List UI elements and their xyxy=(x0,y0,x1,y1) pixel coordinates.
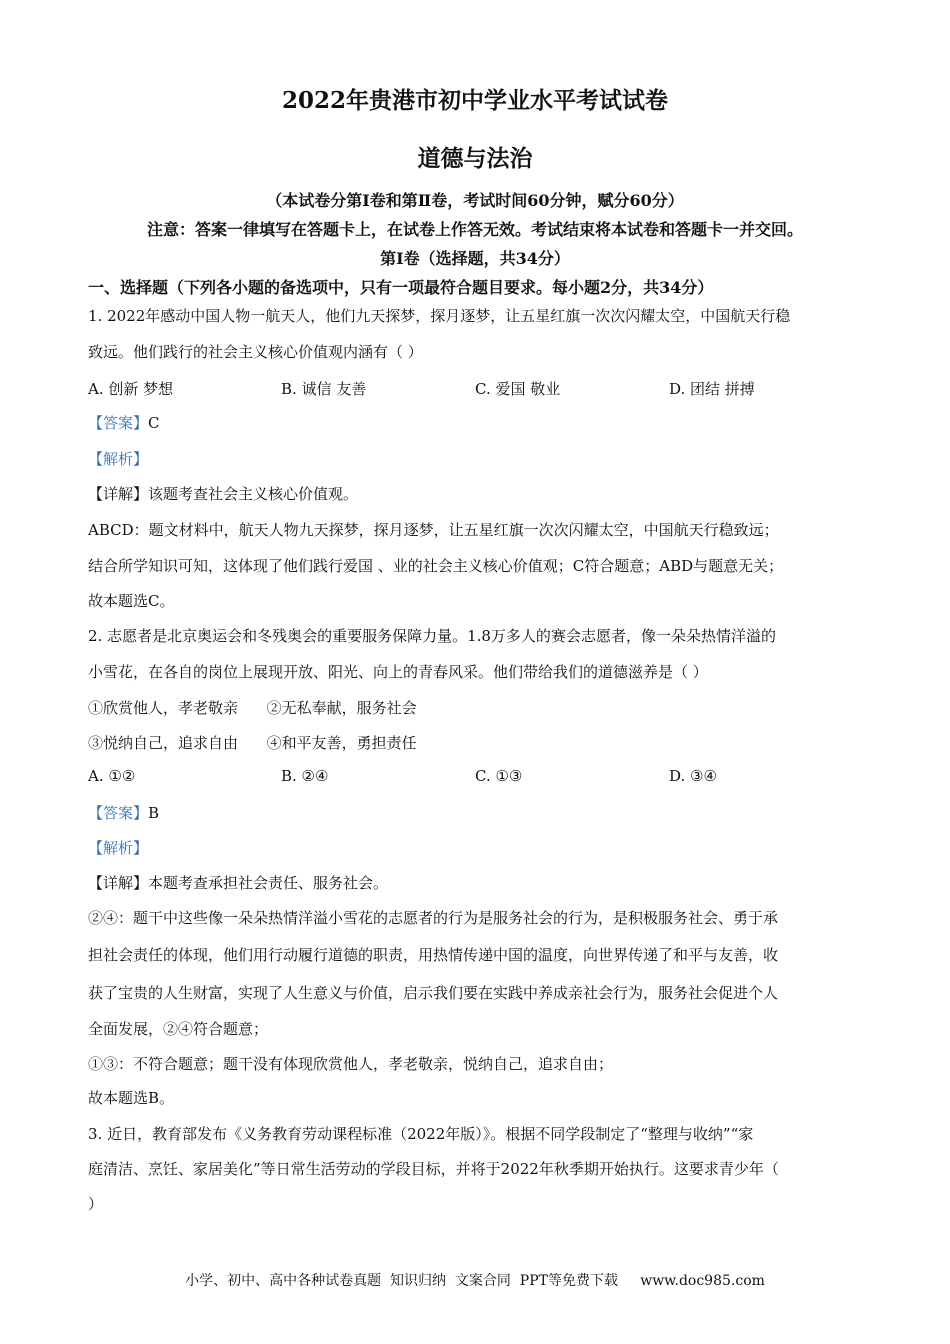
q1-analysis-tag: 【解析】 xyxy=(88,450,149,468)
exam-title: 2022年贵港市初中学业水平考试试卷 xyxy=(281,87,668,114)
q1-option-b: B. 诚信 友善 xyxy=(281,380,367,398)
q2-items-line1: ①欣赏他人，孝老敬亲 ②无私奉献，服务社会 xyxy=(88,699,417,717)
q2-answer: B xyxy=(148,804,160,822)
q1-option-d: D. 团结 拼搏 xyxy=(669,380,755,398)
q3-stem-line2: 庭清洁、烹饪、家居美化”等日常生活劳动的学段目标，并将于2022年秋季期开始执行。这要求青少年（ xyxy=(88,1160,779,1178)
q1-option-a: A. 创新 梦想 xyxy=(88,380,174,398)
q1-stem-line2: 致远。他们践行的社会主义核心价值观内涵有（ ） xyxy=(88,343,423,361)
q1-answer: C xyxy=(148,414,160,432)
exam-notice: 注意：答案一律填写在答题卡上，在试卷上作答无效。考试结束将本试卷和答题卡一并交回。 xyxy=(146,220,803,239)
q1-detail-line xyxy=(88,483,868,504)
q2-detail: 本题考查承担社会责任、服务社会。 xyxy=(148,874,389,892)
q2-answer-line xyxy=(88,802,868,823)
answer-tag: 【答案】 xyxy=(88,414,149,432)
q1-detail: 该题考查社会主义核心价值观。 xyxy=(148,485,359,503)
q2-detail-line xyxy=(88,872,868,893)
q3-stem-line3: ） xyxy=(88,1195,104,1213)
q2-explanation-line6: 故本题选B。 xyxy=(88,1089,175,1107)
q2-explanation-line1: ②④：题干中这些像一朵朵热情洋溢小雪花的志愿者的行为是服务社会的行为，是积极服务社会、勇于承 xyxy=(88,909,779,927)
q2-option-a: A. ①② xyxy=(88,767,136,785)
q2-option-b: B. ②④ xyxy=(281,767,329,785)
detail-tag: 【详解】 xyxy=(88,485,149,503)
q1-explanation-line3: 故本题选C。 xyxy=(88,592,175,610)
q2-stem-line1: 2. 志愿者是北京奥运会和冬残奥会的重要服务保障力量。1.8万多人的赛会志愿者，像一朵朵热情洋溢的 xyxy=(88,627,776,645)
q3-stem-line1: 3. 近日，教育部发布《义务教育劳动课程标准（2022年版）》。根据不同学段制定了“整理与收纳”“家 xyxy=(88,1125,754,1143)
q2-option-d: D. ③④ xyxy=(669,767,717,785)
subject-title: 道德与法治 xyxy=(417,145,533,172)
part1-heading: 第Ⅰ卷（选择题，共34分） xyxy=(380,249,570,268)
section1-heading: 一、选择题（下列各小题的备选项中，只有一项最符合题目要求。每小题2分，共34分） xyxy=(88,278,714,297)
q1-option-c: C. 爱国 敬业 xyxy=(475,380,561,398)
answer-tag: 【答案】 xyxy=(88,804,149,822)
q2-explanation-line5: ①③：不符合题意；题干没有体现欣赏他人，孝老敬亲，悦纳自己，追求自由； xyxy=(88,1055,614,1073)
q2-explanation-line3: 获了宝贵的人生财富，实现了人生意义与价值，启示我们要在实践中养成亲社会行为，服务社会促进个人 xyxy=(88,984,779,1002)
q2-items-line2: ③悦纳自己，追求自由 ④和平友善，勇担责任 xyxy=(88,734,417,752)
q2-explanation-line2: 担社会责任的体现，他们用行动履行道德的职责，用热情传递中国的温度，向世界传递了和平与友善，收 xyxy=(88,946,779,964)
q2-analysis-tag: 【解析】 xyxy=(88,839,149,857)
q1-explanation-line2: 结合所学知识可知，这体现了他们践行爱国 、业的社会主义核心价值观；C符合题意；ABD与题意无关； xyxy=(88,557,784,575)
page-footer: 小学、初中、高中各种试卷真题 知识归纳 文案合同 PPT等免费下载 www.doc985.com xyxy=(185,1273,765,1289)
q1-explanation-line1: ABCD：题文材料中，航天人物九天探梦，探月逐梦，让五星红旗一次次闪耀太空，中国航天行稳致远； xyxy=(88,521,779,539)
q1-stem-line1: 1. 2022年感动中国人物一航天人，他们九天探梦，探月逐梦，让五星红旗一次次闪耀太空，中国航天行稳 xyxy=(88,307,791,325)
q2-option-c: C. ①③ xyxy=(475,767,523,785)
q1-answer-line xyxy=(88,412,868,433)
q2-explanation-line4: 全面发展，②④符合题意； xyxy=(88,1020,269,1038)
detail-tag: 【详解】 xyxy=(88,874,149,892)
q2-stem-line2: 小雪花，在各自的岗位上展现开放、阳光、向上的青春风采。他们带给我们的道德滋养是（ ） xyxy=(88,663,708,681)
exam-info: （本试卷分第Ⅰ卷和第Ⅱ卷，考试时间60分钟，赋分60分） xyxy=(266,191,684,210)
